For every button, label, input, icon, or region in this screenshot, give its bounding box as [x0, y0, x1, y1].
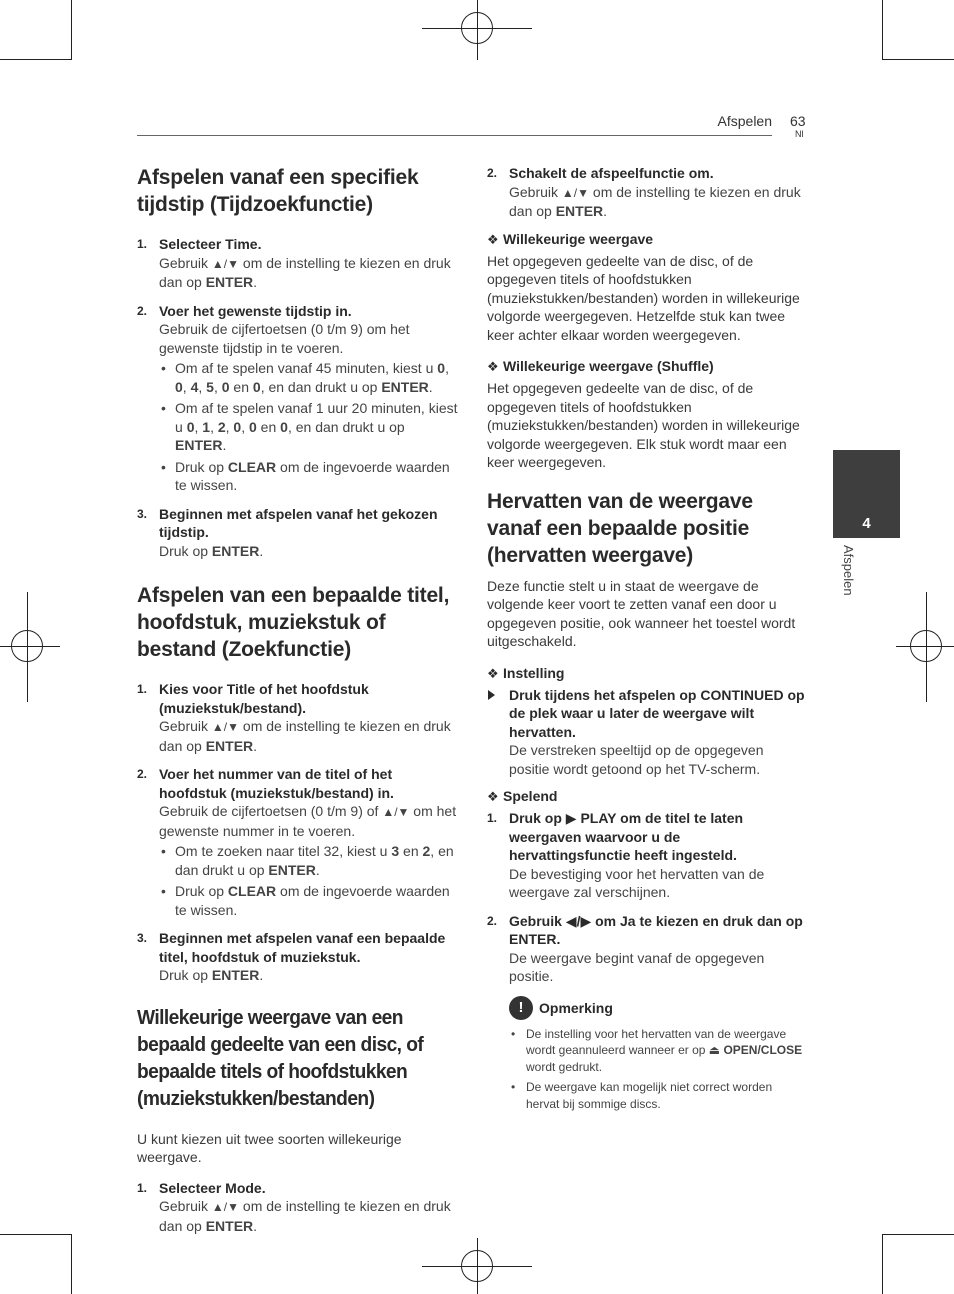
- list-item: 1. Selecteer Time. Gebruik ▲/▼ om de instelling te kiezen en druk dan op ENTER.: [137, 236, 451, 290]
- list-item: • De weergave kan mogelijk niet correct worden hervat bij sommige discs.: [509, 1079, 805, 1112]
- header-section: Afspelen: [717, 113, 772, 129]
- page-number: 63: [790, 113, 806, 129]
- list-item: 3. Beginnen met afspelen vanaf een bepaalde titel, hoofdstuk of muziekstuk. Druk op ENTER.: [137, 930, 446, 983]
- registration-mark: [461, 1250, 493, 1282]
- list-item: 1. Kies voor Title of het hoofdstuk (muziekstuk/bestand). Gebruik ▲/▼ om de instelling te kiezen en druk dan op ENTER.: [137, 681, 451, 754]
- section-title: Hervatten van de weergave vanaf een bepaalde positie (hervatten weergave): [487, 489, 753, 567]
- list-item: • De instelling voor het hervatten van de weergave wordt geannuleerd wanneer er op ⏏ OPEN/CLOSE wordt gedrukt.: [509, 1026, 805, 1076]
- list-item: • Druk op CLEAR om de ingevoerde waarden te wissen.: [159, 882, 459, 919]
- play-icon: ▶: [565, 810, 581, 826]
- eject-icon: ⏏: [708, 1043, 724, 1057]
- subheading: ❖ Willekeurige weergave (Shuffle): [487, 358, 714, 374]
- bullet-list: [159, 359, 459, 495]
- list-item: • Om af te spelen vanaf 1 uur 20 minuten, kiest u 0, 1, 2, 0, 0 en 0, en dan drukt u op ENTER.: [159, 399, 459, 455]
- body-text: Het opgegeven gedeelte van de disc, of de opgegeven titels of hoofdstukken (muziekstukken/bestanden) worden in willekeurige volgorde weergegeven. Elk stuk wordt maar een keer weergegeven.: [487, 380, 800, 470]
- subheading: ❖ Spelend: [487, 788, 558, 804]
- list-item: 2. Voer het gewenste tijdstip in. Gebruik de cijfertoetsen (0 t/m 9) om het gewenste tijdstip in te voeren. • Om af te spelen vanaf 45 minuten, kiest u 0, 0, 4, 5, 0 en 0, en dan drukt u op ENTER. • Om af te spelen vanaf 1 uur 20 minuten, kiest u 0, 1, 2, 0, 0 en 0, en dan drukt u op ENTER. • Druk op CLEAR om de ingevoerde waarden te wissen.: [137, 302, 459, 495]
- left-column: [137, 164, 459, 1245]
- registration-mark: [910, 630, 942, 662]
- list-item: 3. Beginnen met afspelen vanaf het gekozen tijdstip. Druk op ENTER.: [137, 505, 438, 559]
- subheading: ❖ Willekeurige weergave: [487, 230, 654, 247]
- triangle-icon: [488, 690, 495, 700]
- subheading: ❖ Instelling: [487, 664, 565, 681]
- diamond-icon: ❖: [487, 231, 499, 247]
- right-column: [487, 164, 805, 1116]
- crop-mark: [71, 0, 72, 60]
- step-list: [137, 235, 459, 560]
- crop-mark: [882, 0, 883, 60]
- crop-mark: [882, 1234, 883, 1294]
- diamond-icon: ❖: [487, 359, 499, 374]
- step-list: [137, 1179, 459, 1236]
- section-title: Willekeurige weergave van een bepaald gedeelte van een disc, of bepaalde titels of hoofdstukken (muziekstukken/bestanden): [137, 1006, 424, 1110]
- step-list: [137, 680, 459, 985]
- crop-mark: [0, 1234, 72, 1235]
- crop-mark: [882, 1234, 954, 1235]
- up-down-arrow-icon: ▲/▼: [211, 1200, 240, 1214]
- diamond-icon: ❖: [487, 665, 499, 681]
- step-list: [487, 686, 805, 779]
- registration-mark: [11, 630, 43, 662]
- list-item: • Om af te spelen vanaf 45 minuten, kiest u 0, 0, 4, 5, 0 en 0, en dan drukt u op ENTER.: [159, 359, 459, 396]
- note-heading: ! Opmerking: [509, 996, 805, 1020]
- diamond-icon: ❖: [487, 789, 499, 804]
- list-item: • Druk op CLEAR om de ingevoerde waarden te wissen.: [159, 458, 459, 495]
- list-item: • Om te zoeken naar titel 32, kiest u 3 en 2, en dan drukt u op ENTER.: [159, 842, 459, 879]
- section-title: Afspelen van een bepaalde titel, hoofdstuk, muziekstuk of bestand (Zoekfunctie): [137, 584, 450, 661]
- list-item: 1. Selecteer Mode. Gebruik ▲/▼ om de instelling te kiezen en druk dan op ENTER.: [137, 1179, 451, 1234]
- up-down-arrow-icon: ▲/▼: [211, 256, 240, 271]
- page-header: [137, 112, 772, 136]
- step-list: [487, 164, 805, 221]
- chapter-number: 4: [862, 515, 871, 532]
- section-title: Afspelen vanaf een specifiek tijdstip (Tijdzoekfunctie): [137, 166, 419, 216]
- intro-text: Deze functie stelt u in staat de weergave de volgende keer voort te zetten vanaf een door u opgegeven positie, ook wanneer het toestel wordt uitgeschakeld.: [487, 577, 796, 649]
- crop-mark: [0, 59, 72, 60]
- crop-mark: [71, 1234, 72, 1294]
- up-down-arrow-icon: ▲/▼: [561, 185, 590, 200]
- language-code: Nl: [795, 129, 804, 139]
- registration-mark: [461, 12, 493, 44]
- crop-mark: [882, 59, 954, 60]
- list-item: 2. Schakelt de afspeelfunctie om. Gebruik ▲/▼ om de instelling te kiezen en druk dan op ENTER.: [487, 165, 801, 219]
- left-right-arrow-icon: ◀/▶: [565, 912, 592, 929]
- up-down-arrow-icon: ▲/▼: [382, 805, 410, 819]
- up-down-arrow-icon: ▲/▼: [211, 720, 240, 734]
- note-list: [509, 1026, 805, 1113]
- bullet-list: [159, 842, 459, 919]
- body-text: Het opgegeven gedeelte van de disc, of de opgegeven titels of hoofdstukken (muziekstukken/bestanden) worden in willekeurige volgorde weergegeven. Hetzelfde stuk kan twee keer achter elkaar worden weergegeven.: [487, 252, 800, 343]
- list-item: 2. Voer het nummer van de titel of het hoofdstuk (muziekstuk/bestand) in. Gebruik de cijfertoetsen (0 t/m 9) of ▲/▼ om het gewenste nummer in te voeren. • Om te zoeken naar titel 32, kiest u 3 en 2, en dan drukt u op ENTER. • Druk op CLEAR om de ingevoerde waarden te wissen.: [137, 765, 459, 919]
- list-item: 2. Gebruik ◀/▶ om Ja te kiezen en druk dan op ENTER. De weergave begint vanaf de opgegeven positie.: [487, 912, 803, 984]
- exclamation-icon: !: [509, 996, 533, 1020]
- list-item: Druk tijdens het afspelen op CONTINUED op de plek waar u later de weergave wilt hervatten. De verstreken speeltijd op de opgegeven positie wordt getoond op het TV-scherm.: [487, 686, 805, 779]
- chapter-label: Afspelen: [841, 545, 856, 596]
- step-list: [487, 809, 805, 986]
- list-item: 1. Druk op ▶ PLAY om de titel te laten weergaven waarvoor u de hervattingsfunctie heeft ingesteld. De bevestiging voor het hervatten van de weergave zal verschijnen.: [487, 810, 765, 900]
- intro-text: U kunt kiezen uit twee soorten willekeurige weergave.: [137, 1130, 402, 1165]
- chapter-tab: [833, 450, 900, 538]
